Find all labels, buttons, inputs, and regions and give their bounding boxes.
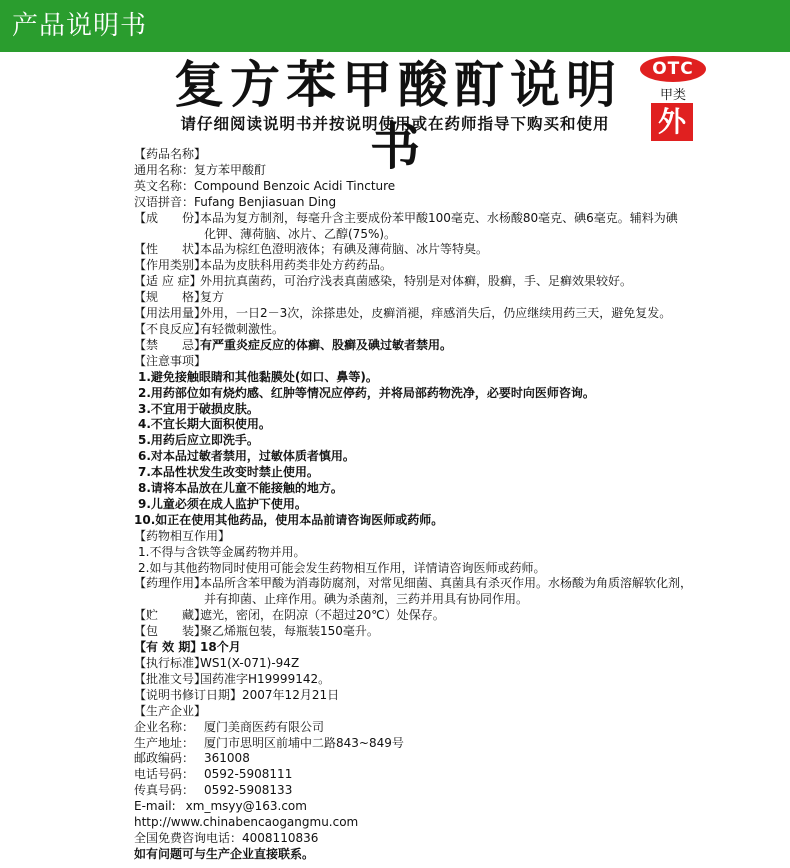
validity-value: 18个月	[200, 640, 241, 655]
fax-value: 0592-5908133	[204, 783, 293, 798]
email-row	[134, 799, 694, 815]
phone-label: 电话号码：	[134, 767, 195, 782]
banner-title: 产品说明书	[12, 11, 148, 41]
category-label: 【作用类别】	[134, 258, 207, 273]
phone-value: 0592-5908111	[204, 767, 293, 782]
contraindication-row	[134, 338, 694, 354]
manufacturer-heading: 【生产企业】	[134, 703, 207, 718]
precaution-item: 9.儿童必须在成人监护下使用。	[138, 496, 307, 511]
interactions-heading: 【药物相互作用】	[134, 528, 231, 543]
adverse-row	[134, 322, 694, 338]
storage-value: 遮光，密闭，在阴凉（不超过20℃）处保存。	[200, 608, 445, 623]
otc-class-label: 甲类	[659, 88, 686, 103]
revision-value: 2007年12月21日	[242, 687, 340, 702]
package-value: 聚乙烯瓶包装，每瓶装150毫升。	[200, 624, 379, 639]
company-name-label: 企业名称：	[134, 719, 195, 734]
validity-label: 【有 效 期】	[134, 640, 203, 655]
precaution-item: 8.请将本品放在儿童不能接触的地方。	[138, 481, 343, 496]
category-value: 本品为皮肤科用药类非处方药药品。	[200, 258, 393, 273]
pharmacology-text-cont: 并有抑菌、止痒作用。碘为杀菌剂，三药并用具有协同作用。	[204, 592, 529, 607]
external-use-mark: 外	[651, 103, 693, 141]
specification-label: 【规 格】	[134, 290, 207, 305]
character-value: 本品为棕红色澄明液体；有碘及薄荷脑、冰片等特臭。	[200, 242, 489, 257]
composition-row	[134, 211, 694, 227]
contraindication-label: 【禁 忌】	[134, 337, 207, 352]
precaution-item: 2.用药部位如有烧灼感、红肿等情况应停药，并将局部药物洗净，必要时向医师咨询。	[138, 385, 595, 400]
precaution-item: 10.如正在使用其他药品，使用本品前请咨询医师或药师。	[134, 512, 444, 527]
company-address-value: 厦门市思明区前埔中二路843~849号	[204, 735, 404, 750]
character-label: 【性 状】	[134, 242, 207, 257]
approval-label: 【批准文号】	[134, 671, 207, 686]
package-row	[134, 624, 694, 640]
indication-value: 外用抗真菌药，可治疗浅表真菌感染，特别是对体癣，股癣，手、足癣效果较好。	[200, 274, 633, 289]
pharmacology-row-cont	[134, 592, 694, 608]
company-address-label: 生产地址：	[134, 735, 195, 750]
email-label: E-mail:	[134, 799, 176, 814]
precaution-item: 6.对本品过敏者禁用，过敏体质者慎用。	[138, 449, 355, 464]
generic-name-value: 复方苯甲酸酊	[194, 162, 267, 177]
interaction-item: 1.不得与含铁等金属药物并用。	[138, 544, 306, 559]
interaction-item: 2.如与其他药物同时使用可能会发生药物相互作用，详情请咨询医师或药师。	[138, 560, 546, 575]
precaution-item: 3.不宜用于破损皮肤。	[138, 401, 259, 416]
pharmacology-row	[134, 576, 694, 592]
drug-name-heading: 【药品名称】	[134, 147, 207, 161]
zip-code-label: 邮政编码：	[134, 751, 195, 766]
approval-row	[134, 672, 694, 688]
precaution-item: 7.本品性状发生改变时禁止使用。	[138, 465, 319, 480]
company-name-value: 厦门美商医药有限公司	[204, 719, 325, 734]
english-name-value: Compound Benzoic Acidi Tincture	[194, 178, 396, 193]
storage-row	[134, 608, 694, 624]
standard-value: WS1(X-071)-94Z	[200, 656, 300, 670]
specification-row	[134, 290, 694, 306]
pinyin-name-label: 汉语拼音：	[134, 194, 195, 209]
composition-text-cont: 化钾、薄荷脑、冰片、乙醇(75%)。	[204, 226, 397, 241]
specification-value: 复方	[200, 290, 225, 305]
revision-label: 【说明书修订日期】	[134, 687, 243, 702]
composition-text: 本品为复方制剂，每毫升含主要成份苯甲酸100毫克、水杨酸80毫克、碘6毫克。辅料为碘	[200, 210, 678, 225]
website-link[interactable]: http://www.chinabencaogangmu.com	[134, 815, 359, 830]
generic-name-label: 通用名称：	[134, 162, 195, 177]
indication-label: 【适 应 症】	[134, 274, 202, 289]
fax-row	[134, 783, 694, 799]
character-row	[134, 242, 694, 258]
usage-value: 外用，一日2－3次，涂搽患处，皮癣消褪，痒感消失后，仍应继续用药三天，避免复发。	[200, 306, 672, 321]
adverse-value: 有轻微刺激性。	[200, 321, 285, 336]
precaution-item: 5.用药后应立即洗手。	[138, 433, 259, 448]
hotline-label: 全国免费咨询电话：	[134, 830, 243, 845]
pharmacology-text: 本品所含苯甲酸为消毒防腐剂，对常见细菌、真菌具有杀灭作用。水杨酸为角质溶解软化剂，	[200, 576, 693, 591]
english-name-row	[134, 179, 694, 195]
company-name-row	[134, 720, 694, 736]
composition-row-cont	[134, 227, 694, 243]
company-address-row	[134, 736, 694, 752]
contraindication-value: 有严重炎症反应的体癣、股癣及碘过敏者禁用。	[200, 337, 453, 352]
storage-label: 【贮 藏】	[134, 608, 207, 623]
generic-name-row	[134, 163, 694, 179]
contact-note-row	[134, 847, 694, 863]
standard-row	[134, 656, 694, 672]
precaution-item: 4.不宜长期大面积使用。	[138, 417, 271, 432]
website-row	[134, 815, 694, 831]
indication-row	[134, 274, 694, 290]
category-row	[134, 258, 694, 274]
precaution-item: 1.避免接触眼睛和其他黏膜处(如口、鼻等)。	[138, 369, 378, 384]
document-title: 复方苯甲酸酊说明书	[174, 55, 622, 176]
usage-label: 【用法用量】	[134, 306, 207, 321]
standard-label: 【执行标准】	[134, 656, 207, 670]
phone-row	[134, 767, 694, 783]
otc-badge: OTC	[640, 56, 706, 82]
hotline-row	[134, 831, 694, 847]
document-subtitle: 请仔细阅读说明书并按说明使用或在药师指导下购买和使用	[180, 115, 610, 133]
leaflet-body	[134, 147, 694, 863]
package-label: 【包 装】	[134, 624, 207, 639]
composition-label: 【成 份】	[134, 210, 207, 225]
top-banner	[0, 0, 790, 52]
hotline-value: 4008110836	[242, 830, 319, 845]
adverse-label: 【不良反应】	[134, 321, 207, 336]
email-value: xm_msyy@163.com	[185, 799, 307, 814]
zip-code-value: 361008	[204, 751, 250, 766]
validity-row	[134, 640, 694, 656]
precautions-heading: 【注意事项】	[134, 353, 207, 368]
revision-row	[134, 688, 694, 704]
contact-note: 如有问题可与生产企业直接联系。	[134, 846, 315, 861]
usage-row	[134, 306, 694, 322]
pharmacology-label: 【药理作用】	[134, 576, 207, 591]
pinyin-name-row	[134, 195, 694, 211]
fax-label: 传真号码：	[134, 783, 195, 798]
approval-value: 国药准字H19999142。	[200, 671, 331, 686]
zip-code-row	[134, 751, 694, 767]
pinyin-name-value: Fufang Benjiasuan Ding	[194, 194, 337, 209]
english-name-label: 英文名称：	[134, 178, 195, 193]
